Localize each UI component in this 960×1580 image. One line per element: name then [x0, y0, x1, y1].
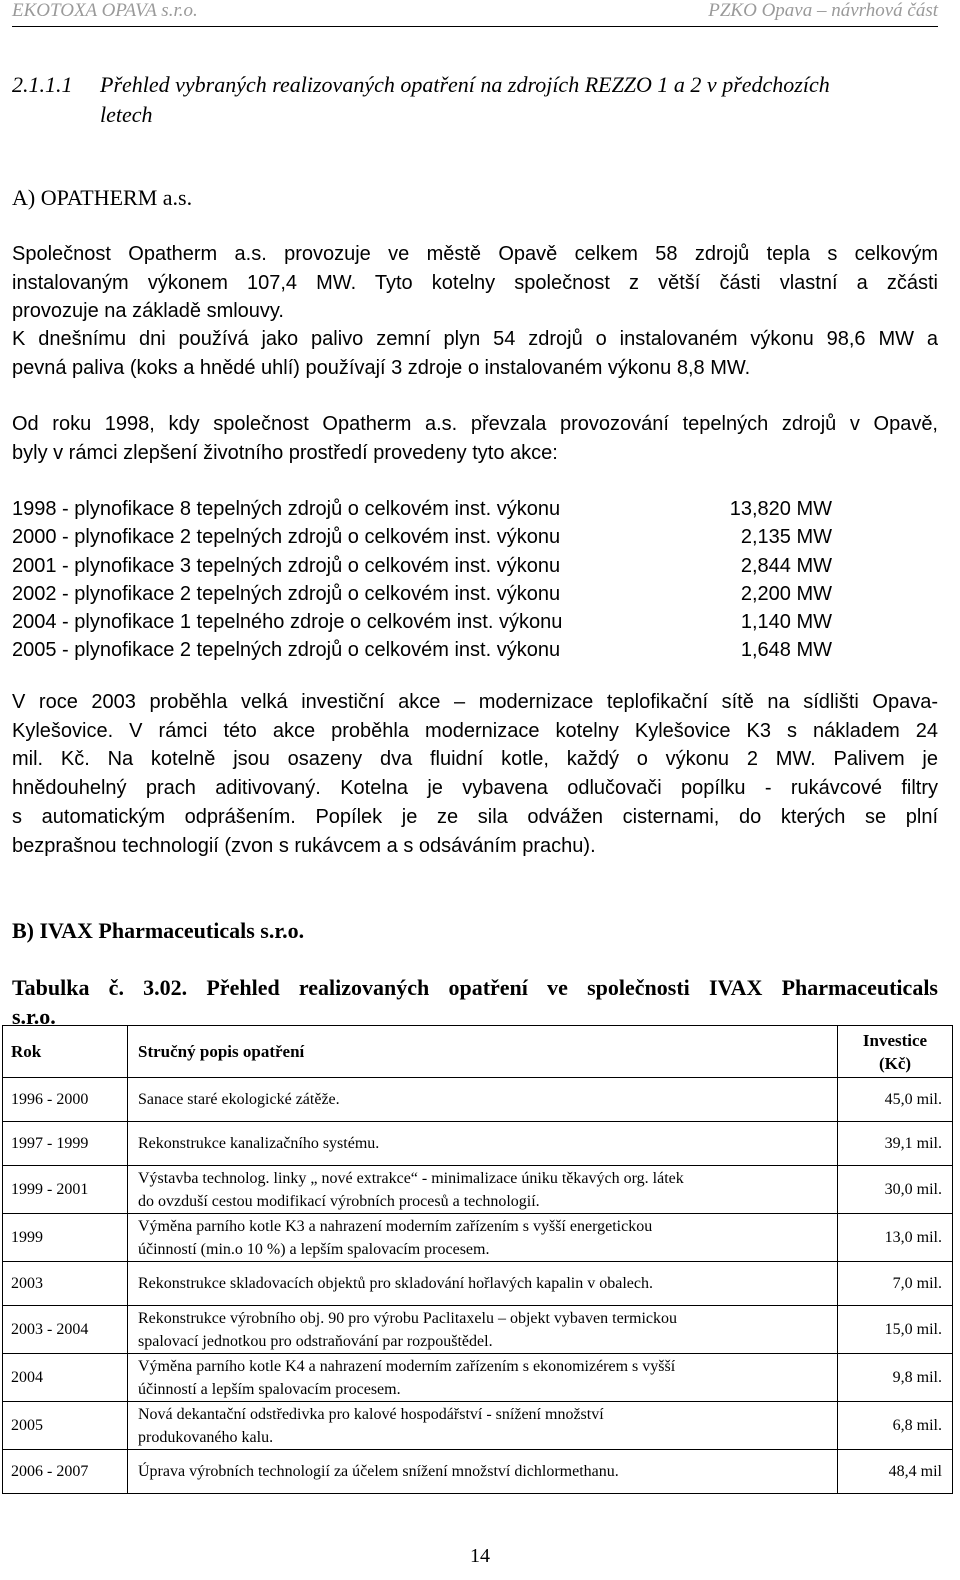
measures-table [2, 1025, 953, 1494]
cell-rok: 1996 - 2000 [3, 1078, 128, 1122]
list-item-value: 1,140 MW [740, 611, 832, 634]
heading-number: 2.1.1.1 [12, 72, 73, 97]
cell-popis [128, 1166, 838, 1214]
column-header-popis: Stručný popis opatření [128, 1026, 838, 1078]
table-header-row [3, 1026, 953, 1078]
list-item [12, 523, 938, 551]
list-item [12, 495, 938, 523]
text-line: Kylešovice. V rámci této akce proběhla modernizace kotelny Kylešovice K3 s nákladem 24 [12, 719, 938, 742]
cell-investice: 39,1 mil. [838, 1122, 953, 1166]
text-line: Od roku 1998, kdy společnost Opatherm a.s. převzala provozování tepelných zdrojů v Opavě, [12, 413, 938, 435]
text-line: K dnešnímu dni používá jako palivo zemní plyn 54 zdrojů o instalovaném výkonu 98,6 MW a [12, 328, 938, 350]
cell-rok: 1997 - 1999 [3, 1122, 128, 1166]
table-row [3, 1306, 953, 1354]
text-line: hnědouhelný prach aditivovaný. Kotelna je vybavena odlučovači popílku - rukávcové filtry [12, 777, 938, 800]
list-item-text: 2002 - plynofikace 2 tepelných zdrojů o celkovém inst. výkonu [12, 582, 561, 605]
table-row [3, 1078, 953, 1122]
list-item-value: 2,135 MW [740, 526, 832, 549]
cell-investice: 48,4 mil [838, 1450, 953, 1494]
cell-popis-line: Výstavba technolog. linky „ nové extrakce“ - minimalizace úniku těkavých org. látek [138, 1169, 684, 1187]
cell-popis-line: produkovaného kalu. [138, 1428, 274, 1446]
cell-popis-line: spalovací jednotkou pro odstraňování par rozpouštědel. [138, 1332, 493, 1350]
text-line: bezprašnou technologií (zvon s rukávcem a s odsáváním prachu). [12, 834, 596, 857]
section-a-paragraph-4 [12, 688, 938, 860]
cell-popis-line: Výměna parního kotle K3 a nahrazení moderním zařízením s vyšší energetickou [138, 1217, 653, 1235]
cell-popis: Úprava výrobních technologií za účelem snížení množství dichlormethanu. [128, 1450, 838, 1494]
cell-investice: 45,0 mil. [838, 1078, 953, 1122]
table-row [3, 1354, 953, 1402]
heading-text [100, 70, 830, 130]
section-a-paragraph-2 [12, 325, 938, 382]
cell-investice: 15,0 mil. [838, 1306, 953, 1354]
list-item [12, 580, 938, 608]
cell-popis-line: Rekonstrukce výrobního obj. 90 pro výrobu Paclitaxelu – objekt vybaven termickou [138, 1309, 677, 1327]
section-heading [12, 70, 938, 130]
list-item [12, 608, 938, 636]
cell-rok: 2003 - 2004 [3, 1306, 128, 1354]
text-line: s automatickým odprášením. Popílek je ze sila odvážen cisternami, do kterých se plní [12, 805, 938, 828]
cell-popis-line: účinností a lepším spalovacím procesem. [138, 1380, 401, 1398]
list-item-text: 2004 - plynofikace 1 tepelného zdroje o celkovém inst. výkonu [12, 611, 563, 634]
cell-investice: 9,8 mil. [838, 1354, 953, 1402]
cell-popis-line: Výměna parního kotle K4 a nahrazení moderním zařízením s ekonomizérem s vyšší [138, 1357, 676, 1375]
section-a-paragraph-3 [12, 410, 938, 467]
table-caption [12, 973, 938, 1031]
header-company: EKOTOXA OPAVA s.r.o. [12, 0, 198, 21]
list-item-value: 1,648 MW [740, 639, 832, 662]
cell-investice: 6,8 mil. [838, 1402, 953, 1450]
table-row [3, 1214, 953, 1262]
text-line: byly v rámci zlepšení životního prostředí provedeny tyto akce: [12, 441, 558, 464]
table-row [3, 1450, 953, 1494]
cell-popis-line: do ovzduší cestou modifikací výrobních procesů a technologií. [138, 1192, 540, 1210]
list-item [12, 636, 938, 664]
list-item-text: 2001 - plynofikace 3 tepelných zdrojů o celkovém inst. výkonu [12, 554, 561, 577]
table-row [3, 1262, 953, 1306]
heading-line-2: letech [100, 102, 153, 127]
cell-rok: 2004 [3, 1354, 128, 1402]
section-a-title: A) OPATHERM a.s. [12, 185, 193, 210]
cell-popis-line: Nová dekantační odstředivka pro kalové hospodářství - snížení množství [138, 1405, 604, 1423]
text-line: V roce 2003 proběhla velká investiční akce – modernizace teplofikační sítě na sídlišti Opava- [12, 691, 938, 713]
column-header-investice [838, 1026, 953, 1078]
cell-rok: 1999 - 2001 [3, 1166, 128, 1214]
list-item-value: 2,844 MW [740, 554, 832, 577]
table-row [3, 1402, 953, 1450]
caption-line: Tabulka č. 3.02. Přehled realizovaných opatření ve společnosti IVAX Pharmaceuticals [12, 975, 938, 1000]
header-investice-line-2: (Kč) [878, 1053, 912, 1073]
text-line: mil. Kč. Na kotelně jsou osazeny dva fluidní kotle, každý o výkonu 2 MW. Palivem je [12, 748, 938, 771]
text-line: instalovaným výkonem 107,4 MW. Tyto kotelny společnost z větší části vlastní a zčásti [12, 271, 938, 294]
gasification-list [12, 495, 938, 665]
cell-popis [128, 1354, 838, 1402]
cell-popis [128, 1214, 838, 1262]
list-item-text: 1998 - plynofikace 8 tepelných zdrojů o celkovém inst. výkonu [12, 498, 561, 520]
text-line: pevná paliva (koks a hnědé uhlí) používají 3 zdroje o instalovaném výkonu 8,8 MW. [12, 356, 751, 379]
section-a-paragraph-1 [12, 240, 938, 326]
table-row [3, 1122, 953, 1166]
caption-line: s.r.o. [12, 1004, 56, 1029]
list-item [12, 552, 938, 580]
page-number: 14 [470, 1545, 490, 1567]
heading-line-1: Přehled vybraných realizovaných opatření na zdrojích REZZO 1 a 2 v předchozích [100, 72, 830, 97]
text-line: Společnost Opatherm a.s. provozuje ve městě Opavě celkem 58 zdrojů tepla s celkovým [12, 243, 938, 265]
cell-rok: 2005 [3, 1402, 128, 1450]
table-row [3, 1166, 953, 1214]
cell-popis: Rekonstrukce kanalizačního systému. [128, 1122, 838, 1166]
header-document: PZKO Opava – návrhová část [708, 0, 938, 21]
list-item-text: 2005 - plynofikace 2 tepelných zdrojů o celkovém inst. výkonu [12, 639, 561, 662]
text-line: provozuje na základě smlouvy. [12, 300, 284, 322]
section-b-title: B) IVAX Pharmaceuticals s.r.o. [12, 918, 305, 943]
cell-popis: Rekonstrukce skladovacích objektů pro skladování hořlavých kapalin v obalech. [128, 1262, 838, 1306]
cell-investice: 13,0 mil. [838, 1214, 953, 1262]
cell-popis [128, 1402, 838, 1450]
page-header [12, 0, 938, 27]
cell-investice: 30,0 mil. [838, 1166, 953, 1214]
cell-investice: 7,0 mil. [838, 1262, 953, 1306]
cell-popis [128, 1306, 838, 1354]
list-item-value: 13,820 MW [729, 498, 832, 520]
list-item-value: 2,200 MW [740, 582, 832, 605]
column-header-rok: Rok [3, 1026, 128, 1078]
cell-rok: 1999 [3, 1214, 128, 1262]
cell-rok: 2006 - 2007 [3, 1450, 128, 1494]
cell-popis-line: účinností (min.o 10 %) a lepším spalovacím procesem. [138, 1240, 490, 1258]
list-item-text: 2000 - plynofikace 2 tepelných zdrojů o celkovém inst. výkonu [12, 526, 561, 549]
cell-popis: Sanace staré ekologické zátěže. [128, 1078, 838, 1122]
header-investice-line-1: Investice [862, 1030, 928, 1050]
cell-rok: 2003 [3, 1262, 128, 1306]
